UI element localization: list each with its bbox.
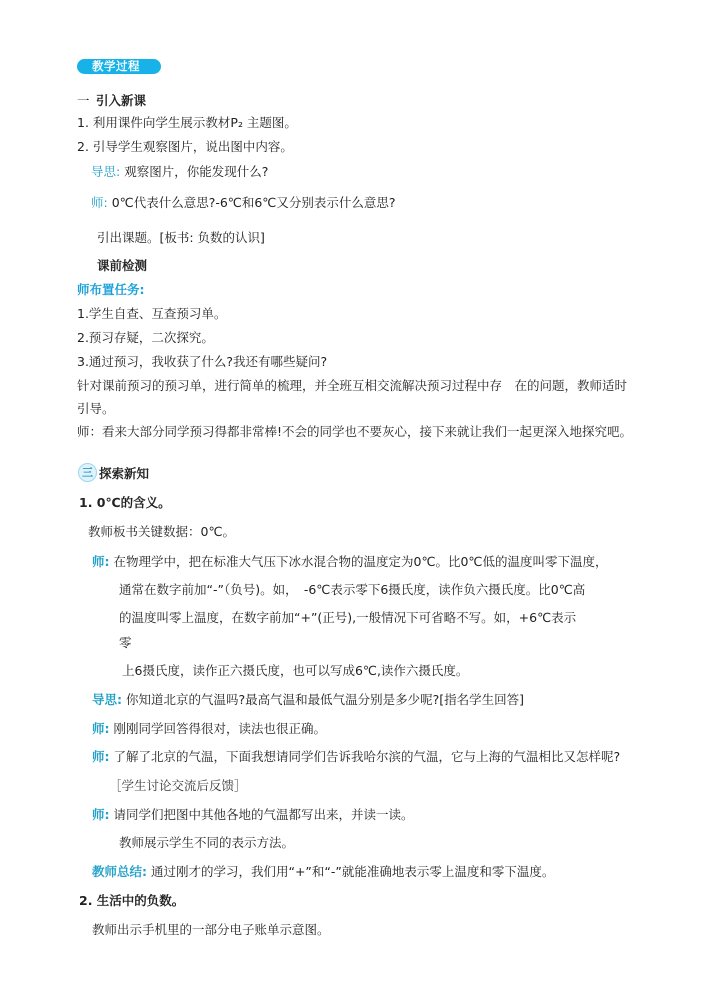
- preview-item-3: 3.通过预习，我收获了什么?我还有哪些疑问?: [77, 354, 328, 369]
- teacher-text-1-line-1: 在物理学中，把在标准大气压下冰水混合物的温度定为0℃。比0℃低的温度叫零下温度，: [113, 554, 608, 569]
- show-methods-text: 教师展示学生不同的表示方法。: [119, 835, 295, 850]
- guide-text: 观察图片，你能发现什么?: [124, 164, 269, 179]
- section1-title: 引入新课: [96, 93, 147, 108]
- preview-item-1: 1.学生自查、互查预习单。: [77, 306, 227, 321]
- teacher-text-1-line-2: 通常在数字前加“-”（负号)。如， -6℃表示零下6摄氏度，读作负六摄氏度。比0℃高: [119, 582, 586, 597]
- section2-title: 探索新知: [99, 466, 150, 481]
- section-pill-label: 教学过程: [92, 59, 140, 73]
- teacher-label-1: 师:: [92, 554, 110, 569]
- teacher-text-4: 请同学们把图中其他各地的气温都写出来，并读一读。: [113, 807, 414, 822]
- intro-line-2: 2. 引导学生观察图片，说出图中内容。: [77, 139, 293, 154]
- preview-teacher-line: 师：看来大部分同学预习得都非常棒!不会的同学也不要灰心，接下来就让我们一起更深入地探究吧。: [77, 424, 633, 439]
- assign-label: 师布置任务:: [77, 282, 145, 297]
- subsection-2-title: 2. 生活中的负数。: [79, 893, 185, 908]
- intro-topic: 引出课题。[板书: 负数的认识]: [97, 230, 265, 245]
- preview-paragraph-line-2: 引导。: [77, 401, 115, 416]
- teacher-label-2: 师:: [92, 721, 110, 736]
- preview-item-2: 2.预习存疑，二次探究。: [77, 330, 214, 345]
- teacher-label-3: 师:: [92, 749, 110, 764]
- teacher-text-1-line-3: 的温度叫零上温度，在数字前加“+”(正号),一般情况下可省略不写。如，+6℃表示: [119, 610, 577, 625]
- teacher-text-1-line-4: 零: [119, 635, 132, 650]
- guide-text-2: 你知道北京的气温吗?最高气温和最低气温分别是多少呢?[指名学生回答]: [125, 692, 525, 707]
- subsection-1-title: 1. 0℃的含义。: [79, 495, 171, 510]
- section2-number-badge: 三: [78, 463, 97, 482]
- guide-label: 导思:: [91, 164, 121, 179]
- teacher-text-3: 了解了北京的气温，下面我想请同学们告诉我哈尔滨的气温，它与上海的气温相比又怎样呢?: [113, 749, 621, 764]
- board-text: 教师板书关键数据：0℃。: [88, 524, 235, 539]
- preview-paragraph-line-1: 针对课前预习的预习单，进行简单的梳理，并全班互相交流解决预习过程中存 在的问题，教师适时: [77, 378, 628, 393]
- teacher-text-2: 刚刚同学回答得很对，读法也很正确。: [113, 721, 326, 736]
- teacher-label: 师:: [91, 195, 108, 210]
- summary-text: 通过刚才的学习，我们用“+”和“-”就能准确地表示零上温度和零下温度。: [150, 864, 555, 879]
- teacher-label-4: 师:: [92, 807, 110, 822]
- teacher-text-1-line-5: 上6摄氏度，读作正六摄氏度，也可以写成6℃,读作六摄氏度。: [122, 663, 469, 678]
- summary-label: 教师总结:: [92, 864, 147, 879]
- preview-title: 课前检测: [97, 258, 148, 273]
- intro-line-1: 1. 利用课件向学生展示教材P₂ 主题图。: [77, 115, 297, 130]
- discussion-note: ［学生讨论交流后反馈］: [109, 778, 247, 793]
- section1-number: 一: [77, 93, 90, 108]
- guide-label-2: 导思:: [92, 692, 122, 707]
- teacher-text: 0℃代表什么意思?-6℃和6℃又分别表示什么意思?: [111, 195, 396, 210]
- last-line: 教师出示手机里的一部分电子账单示意图。: [92, 922, 330, 937]
